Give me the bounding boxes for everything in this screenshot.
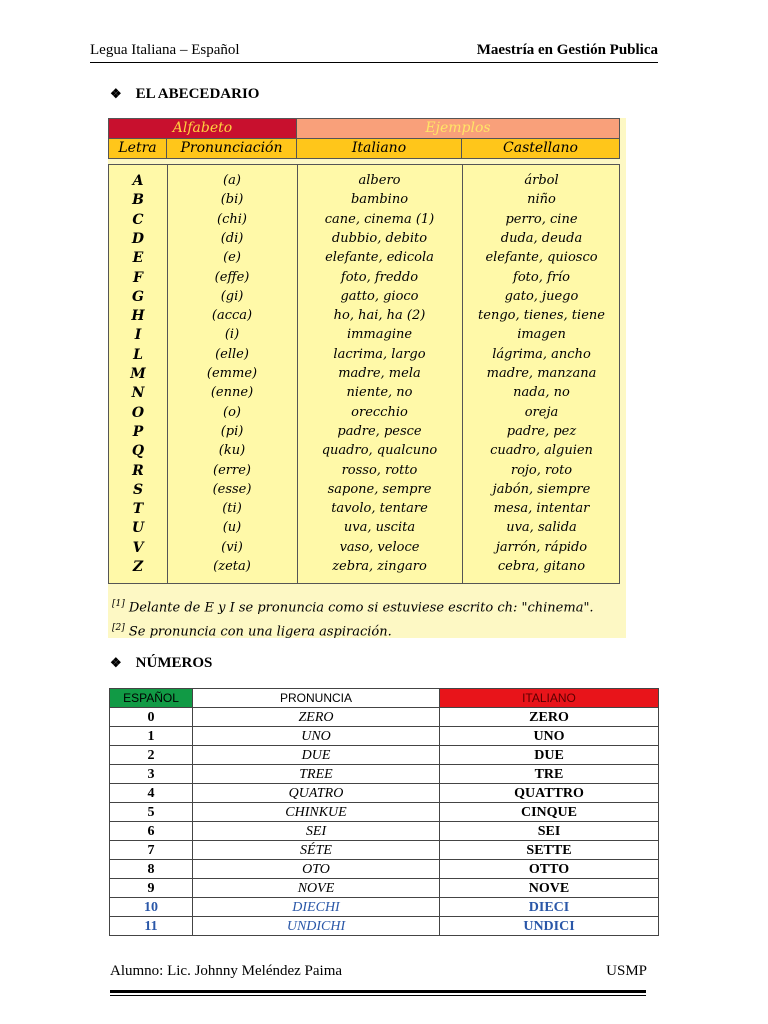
footnote-1-text: Delante de E y I se pronuncia como si estuviese escrito ch: "chinema".: [124, 600, 594, 616]
italian-example: uva, uscita: [343, 520, 416, 536]
number: 5: [110, 803, 193, 822]
number-row: [110, 708, 659, 727]
alphabet-row: [109, 405, 621, 424]
letter: I: [134, 327, 142, 344]
letter: L: [133, 346, 143, 363]
pronunciation: DIECHI: [193, 898, 440, 917]
footer-university: USMP: [606, 963, 647, 979]
italian-example: quadro, qualcuno: [321, 443, 438, 459]
italian-example: vaso, veloce: [339, 539, 420, 555]
italian-example: dubbio, debito: [331, 230, 428, 246]
spanish-example: tengo, tienes, tiene: [478, 308, 605, 324]
pronunciation: (di): [220, 230, 244, 246]
italian-word: SETTE: [440, 841, 659, 860]
spanish-example: madre, manzana: [486, 366, 597, 381]
pronunciation: (esse): [212, 481, 252, 497]
spanish-example: niño: [527, 192, 556, 208]
number: 0: [110, 708, 193, 727]
number-row: [110, 860, 659, 879]
footnote-2: [112, 618, 594, 642]
letter: O: [131, 404, 145, 421]
pronunciation: OTO: [193, 860, 440, 879]
pronunciation: UNO: [193, 727, 440, 746]
pronunciation: SÉTE: [193, 841, 440, 860]
number: 9: [110, 879, 193, 898]
pronunciation: (gi): [220, 288, 244, 304]
spanish-example: oreja: [524, 404, 559, 420]
footer-rule-thick: [110, 990, 646, 993]
number-row: [110, 746, 659, 765]
letter: B: [132, 192, 144, 209]
alphabet-row: [109, 501, 621, 520]
section-numeros: [110, 655, 212, 672]
section-numeros-title: NÚMEROS: [135, 655, 213, 671]
pronunciation: (acca): [211, 308, 253, 324]
italian-example: tavolo, tentare: [331, 501, 428, 517]
spanish-example: nada, no: [513, 385, 570, 401]
alphabet-row: [109, 443, 621, 462]
spanish-example: uva, salida: [506, 520, 577, 536]
italian-example: elefante, edicola: [325, 250, 434, 266]
header-ejemplos: Ejemplos: [296, 118, 620, 139]
pronunciation: (enne): [210, 385, 254, 401]
alphabet-row: [109, 212, 621, 231]
italian-example: gatto, gioco: [340, 288, 419, 304]
alphabet-table: [108, 118, 626, 638]
pronunciation: UNDICHI: [193, 917, 440, 936]
letter: P: [132, 423, 144, 440]
italian-word: TRE: [440, 765, 659, 784]
spanish-example: perro, cine: [505, 211, 578, 227]
italian-example: albero: [358, 173, 401, 188]
number-row: [110, 803, 659, 822]
italian-example: orecchio: [351, 404, 408, 420]
pronunciation: SEI: [193, 822, 440, 841]
col-espanol: ESPAÑOL: [110, 689, 193, 708]
footer-student: Alumno: Lic. Johnny Meléndez Paima: [110, 963, 343, 979]
spanish-example: jabón, siempre: [492, 481, 591, 497]
alphabet-row: [109, 559, 621, 578]
spanish-example: mesa, intentar: [493, 501, 590, 517]
col-italiano: Italiano: [296, 138, 462, 159]
italian-example: niente, no: [346, 385, 413, 401]
numbers-table: [109, 688, 659, 936]
alphabet-body: [108, 164, 620, 584]
pronunciation: (pi): [220, 423, 244, 439]
letter: G: [132, 288, 144, 305]
letter: V: [132, 539, 144, 556]
page-footer: [110, 963, 647, 980]
alphabet-row: [109, 347, 621, 366]
italian-example: cane, cinema (1): [324, 211, 435, 227]
letter: R: [132, 462, 144, 479]
italian-word: ZERO: [440, 708, 659, 727]
spanish-example: árbol: [524, 173, 559, 188]
letter: T: [132, 501, 144, 518]
italian-word: QUATTRO: [440, 784, 659, 803]
italian-word: OTTO: [440, 860, 659, 879]
italian-word: DIECI: [440, 898, 659, 917]
section-abecedario: [110, 86, 259, 103]
col-pronuncia: PRONUNCIA: [193, 689, 440, 708]
alphabet-row: [109, 482, 621, 501]
pronunciation: ZERO: [193, 708, 440, 727]
pronunciation: (ku): [218, 443, 246, 459]
header-alfabeto: Alfabeto: [108, 118, 297, 139]
italian-example: padre, pesce: [337, 423, 422, 439]
alphabet-row: [109, 366, 621, 385]
pronunciation: (o): [223, 404, 241, 420]
italian-example: zebra, zingaro: [332, 559, 427, 574]
alphabet-row: [109, 308, 621, 327]
alphabet-row: [109, 385, 621, 404]
italian-word: CINQUE: [440, 803, 659, 822]
col-letra: Letra: [108, 138, 167, 159]
letter: M: [130, 366, 146, 382]
italian-example: rosso, rotto: [341, 462, 418, 478]
italian-word: UNDICI: [440, 917, 659, 936]
italian-example: lacrima, largo: [333, 346, 426, 362]
spanish-example: jarrón, rápido: [495, 539, 588, 555]
italian-example: ho, hai, ha (2): [333, 308, 426, 324]
number: 4: [110, 784, 193, 803]
spanish-example: duda, deuda: [500, 230, 583, 246]
pronunciation: (erre): [213, 462, 251, 478]
alphabet-row: [109, 173, 621, 192]
alphabet-row: [109, 520, 621, 539]
spanish-example: cuadro, alguien: [490, 443, 593, 459]
letter: U: [131, 520, 145, 537]
spanish-example: cebra, gitano: [497, 559, 586, 574]
pronunciation: (bi): [220, 192, 244, 208]
footnote-1-mark: [1]: [112, 599, 125, 609]
number-row: [110, 765, 659, 784]
page-header: [90, 42, 658, 63]
number: 1: [110, 727, 193, 746]
col-italiano-num: ITALIANO: [440, 689, 659, 708]
alphabet-row: [109, 540, 621, 559]
alphabet-row: [109, 424, 621, 443]
number-row: [110, 917, 659, 936]
footnote-2-text: Se pronuncia con una ligera aspiración.: [124, 624, 392, 640]
pronunciation: (a): [223, 173, 241, 188]
pronunciation: (ti): [222, 501, 242, 517]
number: 2: [110, 746, 193, 765]
alphabet-row: [109, 270, 621, 289]
pronunciation: DUE: [193, 746, 440, 765]
italian-word: UNO: [440, 727, 659, 746]
diamond-bullet-icon: ❖: [110, 86, 122, 101]
letter: D: [131, 230, 145, 247]
pronunciation: (u): [222, 520, 242, 536]
number: 7: [110, 841, 193, 860]
pronunciation: TREE: [193, 765, 440, 784]
footnote-1: [112, 594, 594, 618]
pronunciation: (elle): [215, 346, 249, 362]
spanish-example: gato, juego: [504, 288, 579, 304]
number-row: [110, 898, 659, 917]
pronunciation: (vi): [221, 539, 243, 555]
number: 6: [110, 822, 193, 841]
pronunciation: QUATRO: [193, 784, 440, 803]
spanish-example: elefante, quiosco: [485, 250, 598, 266]
number-row: [110, 841, 659, 860]
pronunciation: (e): [223, 250, 241, 266]
letter: N: [131, 385, 145, 402]
letter: Z: [132, 559, 144, 575]
letter: H: [131, 308, 145, 325]
col-pronunciacion: Pronunciación: [166, 138, 297, 159]
alphabet-row: [109, 289, 621, 308]
pronunciation: (emme): [206, 366, 258, 381]
col-castellano: Castellano: [461, 138, 620, 159]
alphabet-row: [109, 250, 621, 269]
number: 11: [110, 917, 193, 936]
italian-example: bambino: [350, 192, 409, 208]
footnotes: [112, 594, 594, 643]
spanish-example: padre, pez: [506, 423, 577, 439]
italian-word: DUE: [440, 746, 659, 765]
letter: Q: [131, 443, 145, 460]
letter: E: [132, 250, 144, 267]
number-row: [110, 727, 659, 746]
pronunciation: (zeta): [213, 559, 251, 574]
number: 8: [110, 860, 193, 879]
header-course: Legua Italiana – Español: [90, 42, 240, 58]
italian-word: SEI: [440, 822, 659, 841]
letter: S: [132, 481, 144, 498]
number: 3: [110, 765, 193, 784]
alphabet-row: [109, 192, 621, 211]
pronunciation: CHINKUE: [193, 803, 440, 822]
italian-word: NOVE: [440, 879, 659, 898]
pronunciation: (i): [224, 327, 240, 343]
letter: C: [132, 211, 144, 228]
pronunciation: (effe): [214, 269, 250, 285]
diamond-bullet-icon: ❖: [110, 655, 122, 670]
italian-example: madre, mela: [338, 366, 421, 381]
pronunciation: NOVE: [193, 879, 440, 898]
pronunciation: (chi): [217, 211, 247, 227]
italian-example: foto, freddo: [340, 269, 419, 285]
spanish-example: imagen: [517, 327, 566, 343]
spanish-example: foto, frío: [513, 269, 570, 285]
spanish-example: rojo, roto: [510, 462, 573, 478]
number-row: [110, 822, 659, 841]
alphabet-row: [109, 327, 621, 346]
section-abecedario-title: EL ABECEDARIO: [135, 86, 260, 102]
number-row: [110, 879, 659, 898]
letter: A: [132, 173, 144, 189]
footnote-2-mark: [2]: [112, 623, 125, 634]
number: 10: [110, 898, 193, 917]
letter: F: [133, 269, 143, 286]
footer-rule-thin: [110, 995, 646, 996]
number-row: [110, 784, 659, 803]
italian-example: immagine: [346, 327, 413, 343]
spanish-example: lágrima, ancho: [492, 346, 591, 362]
alphabet-row: [109, 463, 621, 482]
italian-example: sapone, sempre: [327, 481, 432, 497]
header-program: Maestría en Gestión Publica: [476, 42, 658, 58]
alphabet-row: [109, 231, 621, 250]
